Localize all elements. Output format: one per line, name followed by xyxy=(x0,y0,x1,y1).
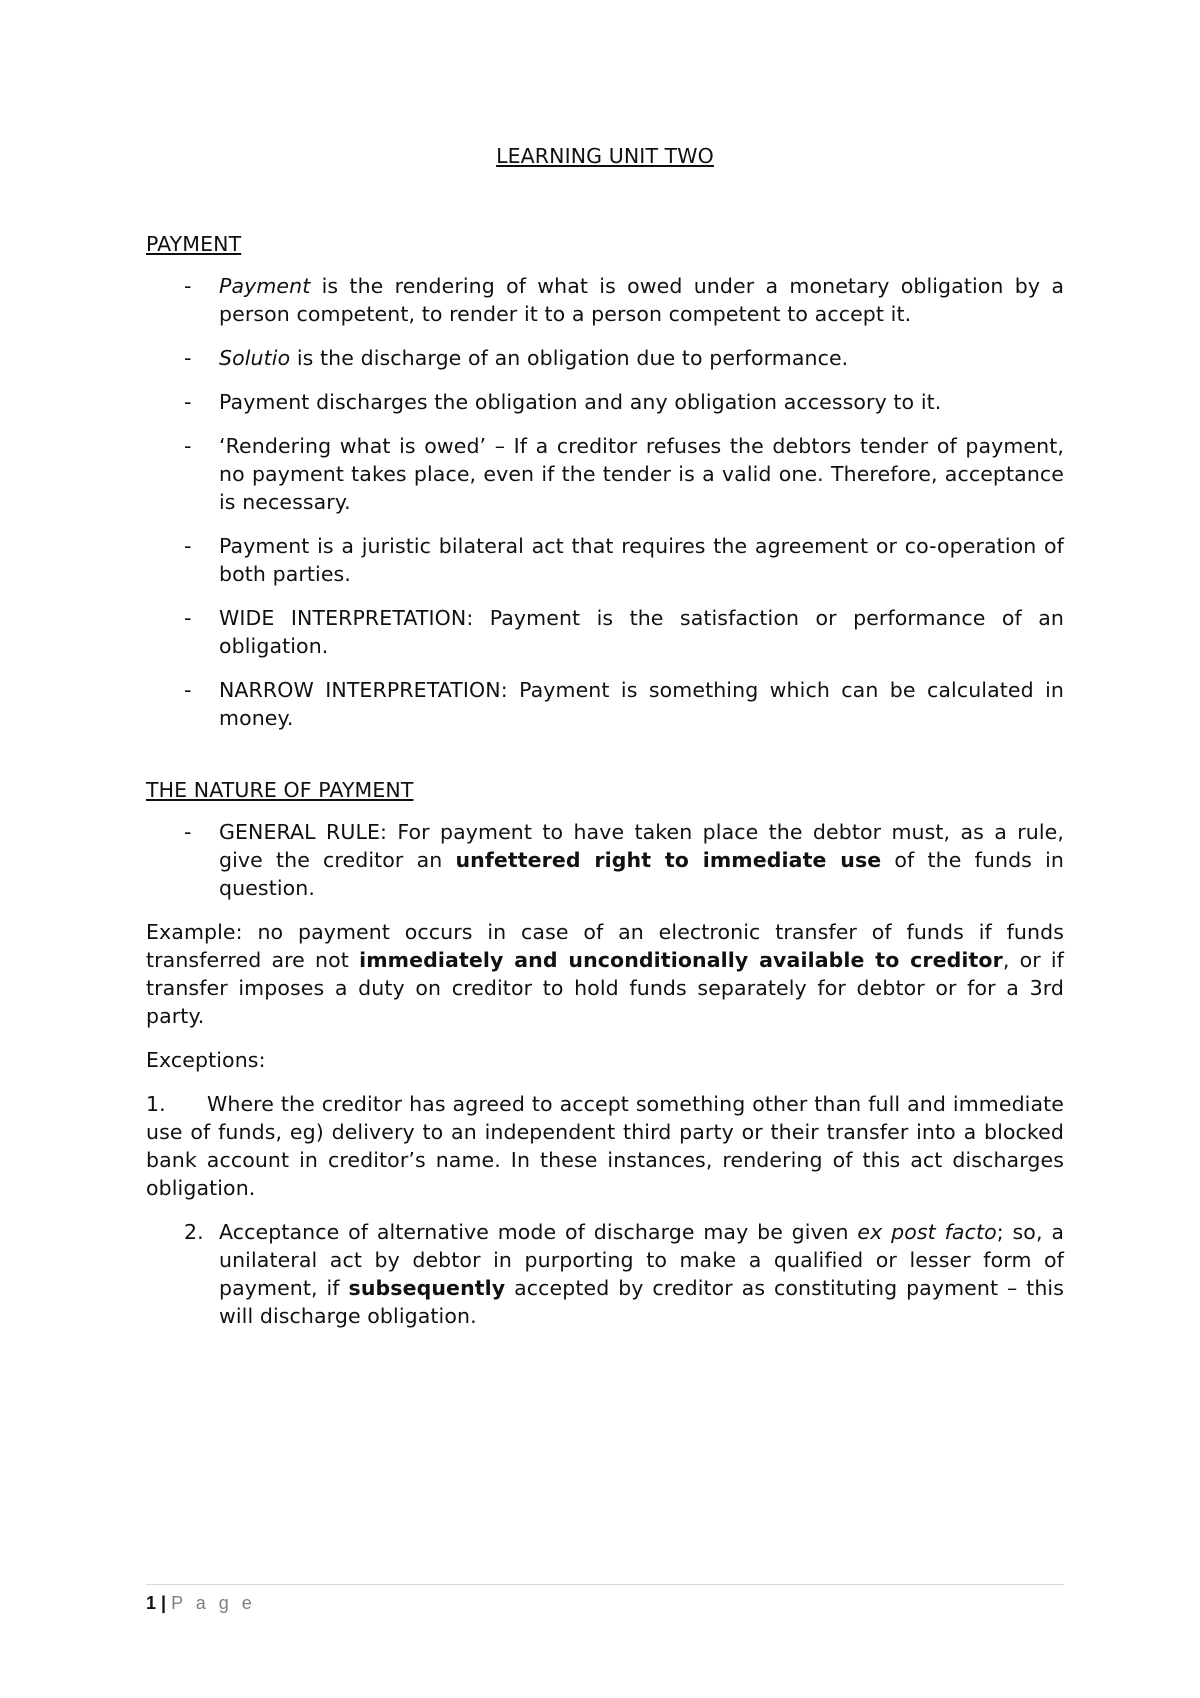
exception-item-2 xyxy=(146,1218,1064,1330)
list-item-text: ‘Rendering what is owed’ – If a creditor refuses the debtors tender of payment, no payment takes place, even if the tender is a valid one. Therefore, acceptance is necessary. xyxy=(219,434,1064,514)
example-text-end: , or if transfer imposes a duty on creditor to hold funds separately for debtor or for a 3rd party. xyxy=(146,948,1064,1028)
footer-separator: | xyxy=(161,1593,167,1613)
nature-list xyxy=(146,818,1064,902)
exception-text-end: accepted by creditor as constituting payment – this will discharge obligation. xyxy=(219,1276,1065,1328)
rule-text-end: of the funds in question. xyxy=(219,848,1064,900)
exception-emphasis: subsequently xyxy=(348,1276,506,1300)
exceptions-label: Exceptions: xyxy=(146,1048,266,1072)
document-title: LEARNING UNIT TWO xyxy=(496,144,714,168)
payment-list xyxy=(146,272,1064,732)
dash-bullet: - xyxy=(184,534,192,558)
example-paragraph xyxy=(146,918,1064,1030)
list-item-text: Payment discharges the obligation and any obligation accessory to it. xyxy=(219,390,942,414)
list-item-general-rule xyxy=(146,818,1064,902)
list-item xyxy=(146,676,1064,732)
list-item xyxy=(146,272,1064,328)
dash-bullet: - xyxy=(184,346,192,370)
dash-bullet: - xyxy=(184,820,192,844)
exception-item-1 xyxy=(146,1090,1064,1202)
list-item-text: is the discharge of an obligation due to performance. xyxy=(290,346,849,370)
list-item-text: NARROW INTERPRETATION: Payment is something which can be calculated in money. xyxy=(219,678,1064,730)
term-solutio: Solutio xyxy=(219,346,291,370)
rule-text: GENERAL RULE: For payment to have taken place the debtor must, as a rule, give the creditor an xyxy=(219,820,1064,872)
exception-text: Acceptance of alternative mode of discharge may be given xyxy=(219,1220,858,1244)
list-item xyxy=(146,532,1064,588)
example-emphasis: immediately and unconditionally available to creditor xyxy=(359,948,1003,972)
dash-bullet: - xyxy=(184,274,192,298)
page-label: P a g e xyxy=(171,1593,256,1613)
list-item xyxy=(146,604,1064,660)
example-text: Example: no payment occurs in case of an electronic transfer of funds if funds transferred are not xyxy=(146,920,1064,972)
page-footer xyxy=(146,1584,1064,1614)
rule-emphasis: unfettered right to immediate use xyxy=(455,848,882,872)
exception-number: 1. xyxy=(146,1092,166,1116)
exception-text-mid: ; so, a unilateral act by debtor in purporting to make a qualified or lesser form of payment, if xyxy=(219,1220,1064,1300)
list-item xyxy=(146,432,1064,516)
dash-bullet: - xyxy=(184,606,192,630)
term-payment: Payment xyxy=(219,274,311,298)
section-heading-nature-of-payment: THE NATURE OF PAYMENT xyxy=(146,778,414,802)
list-item xyxy=(146,388,1064,416)
section-heading-payment: PAYMENT xyxy=(146,232,242,256)
list-item-text: is the rendering of what is owed under a monetary obligation by a person competent, to render it to a person competent to accept it. xyxy=(219,274,1064,326)
exception-text: Where the creditor has agreed to accept something other than full and immediate use of funds, eg) delivery to an independent third party or their transfer into a blocked bank account in creditor’s name. In these instances, rendering of this act discharges obligation. xyxy=(146,1092,1064,1200)
exception-latin-term: ex post facto xyxy=(857,1220,997,1244)
dash-bullet: - xyxy=(184,678,192,702)
list-item xyxy=(146,344,1064,372)
dash-bullet: - xyxy=(184,390,192,414)
page-number: 1 xyxy=(146,1593,157,1613)
dash-bullet: - xyxy=(184,434,192,458)
list-item-text: WIDE INTERPRETATION: Payment is the satisfaction or performance of an obligation. xyxy=(219,606,1064,658)
page-content xyxy=(146,142,1064,1346)
list-item-text: Payment is a juristic bilateral act that requires the agreement or co-operation of both parties. xyxy=(219,534,1064,586)
exception-number: 2. xyxy=(184,1220,204,1244)
